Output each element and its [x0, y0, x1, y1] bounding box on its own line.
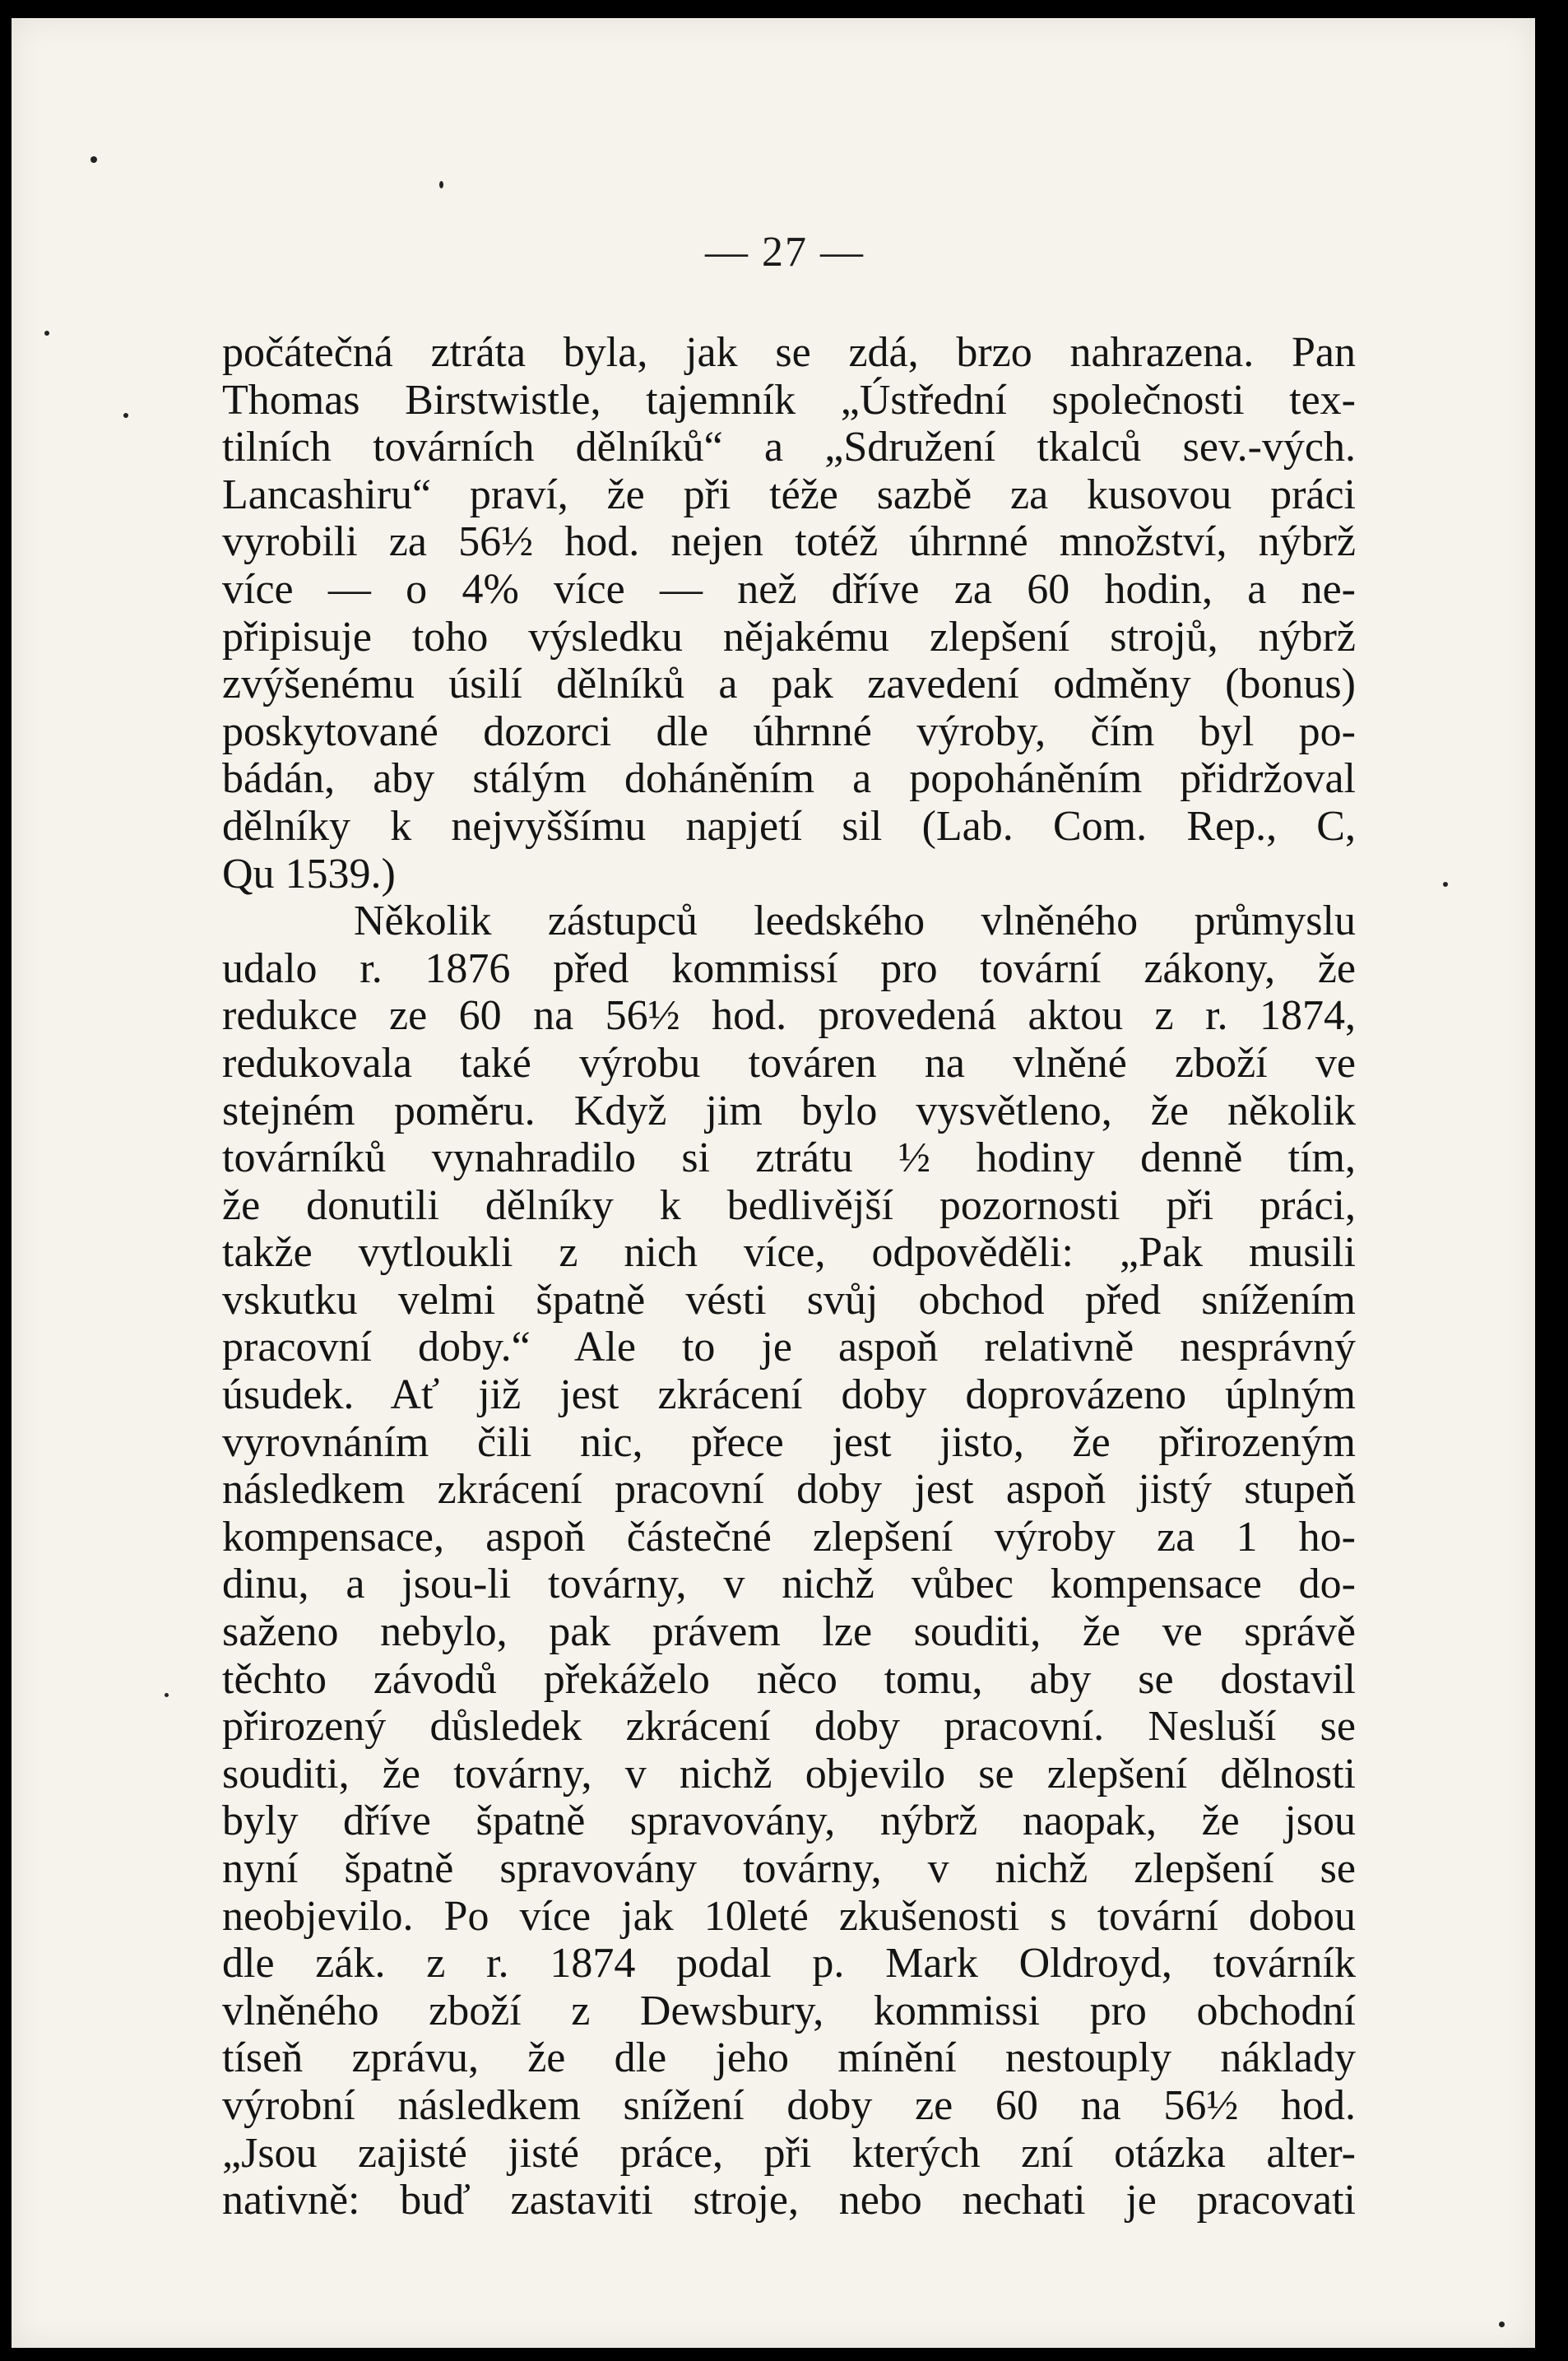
text-line: souditi, že továrny, v nichž objevilo se zlepšení dělnosti: [222, 1750, 1356, 1797]
text-line: více — o 4% více — než dříve za 60 hodin, a ne-: [222, 565, 1356, 613]
text-line: zvýšenému úsilí dělníků a pak zavedení odměny (bonus): [222, 661, 1356, 708]
text-line: kompensace, aspoň částečné zlepšení výroby za 1 ho-: [222, 1513, 1356, 1561]
text-line: přirozený důsledek zkrácení doby pracovní. Nesluší se: [222, 1703, 1356, 1751]
text-line: Qu 1539.): [222, 850, 396, 898]
body-text: [222, 329, 1356, 2224]
print-speck: [44, 331, 49, 336]
text-line: vyrovnáním čili nic, přece jest jisto, že přirozeným: [222, 1418, 1356, 1466]
print-speck: [1443, 882, 1448, 887]
text-line: dle zák. z r. 1874 podal p. Mark Oldroyd, továrník: [222, 1940, 1356, 1988]
text-line: neobjevilo. Po více jak 10leté zkušenosti s tovární dobou: [222, 1892, 1356, 1940]
text-line: redukce ze 60 na 56½ hod. provedená aktou z r. 1874,: [222, 992, 1356, 1040]
text-line: že donutili dělníky k bedlivější pozornosti při práci,: [222, 1181, 1356, 1229]
print-speck: [123, 413, 128, 418]
text-line: „Jsou zajisté jisté práce, při kterých zní otázka alter-: [222, 2129, 1356, 2177]
text-line: stejném poměru. Když jim bylo vysvětleno, že několik: [222, 1087, 1356, 1134]
text-line: vyrobili za 56½ hod. nejen totéž úhrnné množství, nýbrž: [222, 518, 1356, 566]
text-line: Několik zástupců leedského vlněného průmyslu: [354, 898, 1356, 945]
text-line: tilních továrních dělníků“ a „Sdružení tkalců sev.-vých.: [222, 424, 1356, 471]
text-line: nativně: buď zastaviti stroje, nebo nechati je pracovati: [222, 2177, 1356, 2224]
text-line: úsudek. Ať již jest zkrácení doby doprovázeno úplným: [222, 1371, 1356, 1419]
text-line: nyní špatně spravovány továrny, v nichž zlepšení se: [222, 1845, 1356, 1892]
text-line: těchto závodů překáželo něco tomu, aby se dostavil: [222, 1655, 1356, 1703]
text-line: dinu, a jsou-li továrny, v nichž vůbec kompensace do-: [222, 1561, 1356, 1608]
text-line: dělníky k nejvyššímu napjetí sil (Lab. Com. Rep., C,: [222, 802, 1356, 850]
text-line: vskutku velmi špatně vésti svůj obchod před snížením: [222, 1276, 1356, 1324]
print-speck: [1499, 2322, 1505, 2327]
text-line: vlněného zboží z Dewsbury, kommissi pro obchodní: [222, 1987, 1356, 2034]
page-number: — 27 —: [705, 229, 865, 276]
print-speck: [165, 1693, 169, 1697]
text-line: Lancashiru“ praví, že při téže sazbě za kusovou práci: [222, 471, 1356, 518]
text-line: továrníků vynahradilo si ztrátu ½ hodiny denně tím,: [222, 1134, 1356, 1182]
text-line: poskytované dozorci dle úhrnné výroby, čím byl po-: [222, 707, 1356, 755]
text-line: připisuje toho výsledku nějakému zlepšení strojů, nýbrž: [222, 613, 1356, 661]
text-line: pracovní doby.“ Ale to je aspoň relativně nesprávný: [222, 1324, 1356, 1371]
print-speck: [439, 181, 443, 188]
book-page: [12, 18, 1535, 2348]
print-speck: [90, 156, 97, 163]
text-line: výrobní následkem snížení doby ze 60 na 56½ hod.: [222, 2081, 1356, 2129]
text-line: tíseň zprávu, že dle jeho mínění nestouply náklady: [222, 2034, 1356, 2082]
text-line: redukovala také výrobu továren na vlněné zboží ve: [222, 1039, 1356, 1087]
text-line: byly dříve špatně spravovány, nýbrž naopak, že jsou: [222, 1797, 1356, 1845]
text-line: počátečná ztráta byla, jak se zdá, brzo nahrazena. Pan: [222, 329, 1356, 376]
text-line: bádán, aby stálým doháněním a popoháněním přidržoval: [222, 755, 1356, 803]
text-line: udalo r. 1876 před kommissí pro tovární zákony, že: [222, 944, 1356, 992]
text-line: takže vytloukli z nich více, odpověděli: „Pak musili: [222, 1229, 1356, 1277]
text-line: následkem zkrácení pracovní doby jest aspoň jistý stupeň: [222, 1466, 1356, 1514]
text-line: Thomas Birstwistle, tajemník „Ústřední společnosti tex-: [222, 376, 1356, 424]
text-line: saženo nebylo, pak právem lze souditi, že ve správě: [222, 1608, 1356, 1656]
